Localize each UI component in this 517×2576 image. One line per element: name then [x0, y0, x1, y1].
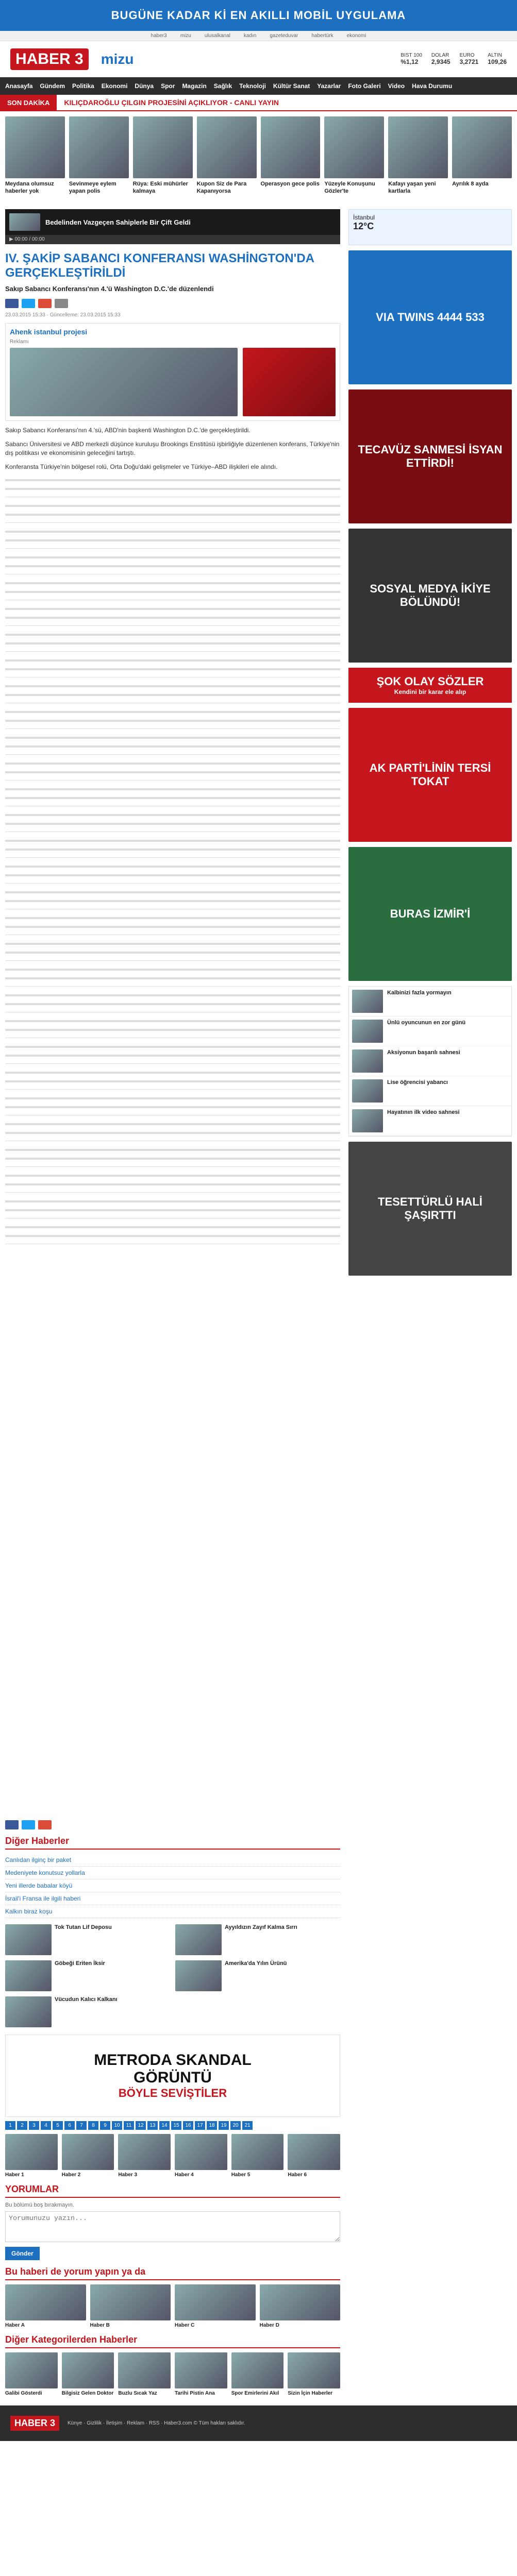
content-layout	[0, 204, 517, 2405]
gallery-image	[231, 2134, 284, 2170]
gallery-card[interactable]: Haber 6	[288, 2134, 340, 2178]
category-image	[5, 2352, 58, 2388]
headline-image	[133, 116, 193, 178]
news-image	[5, 1960, 52, 1991]
weather-widget[interactable]	[348, 209, 512, 245]
main-nav	[0, 77, 517, 95]
nav-item[interactable]: Dünya	[135, 82, 154, 90]
gallery-image	[288, 2134, 340, 2170]
ticker-dolar: DOLAR 2,9345	[431, 53, 451, 65]
banner-text: BUGÜNE KADAR Kİ EN AKILLI MOBİL UYGULAMA	[111, 9, 406, 22]
ad-body	[10, 348, 336, 416]
nav-item[interactable]: Hava Durumu	[412, 82, 453, 90]
pager-item[interactable]: 12	[136, 2121, 146, 2130]
video-play-bar[interactable]: ▶ 00:00 / 00:00	[5, 235, 340, 244]
sidebar-news-image	[352, 1109, 383, 1132]
more-title: Bu haberi de yorum yapın ya da	[5, 2266, 340, 2280]
headline-card[interactable]: Kafayı yaşan yeni kartlarla	[388, 116, 448, 199]
sidebar-ad[interactable]: SOSYAL MEDYA İKİYE BÖLÜNDÜ!	[348, 529, 512, 663]
related-title: Diğer Haberler	[5, 1836, 340, 1850]
related-item[interactable]: Yeni illerde babalar köyü	[5, 1879, 340, 1892]
partner-link[interactable]: kadın	[243, 33, 257, 39]
pager-item[interactable]: 4	[41, 2121, 51, 2130]
text-block	[5, 1224, 340, 1244]
category-card[interactable]: Tarihi Pistin Ana	[175, 2352, 227, 2396]
more-card[interactable]: Haber D	[260, 2284, 341, 2328]
partner-link[interactable]: ekonomi	[346, 33, 366, 39]
news-image	[5, 1996, 52, 2027]
text-block	[5, 966, 340, 987]
facebook-share-icon[interactable]	[5, 299, 19, 308]
gallery-pager	[5, 2121, 340, 2130]
video-title: Bedelinden Vazgeçen Sahiplerle Bir Çift Geldi	[45, 218, 191, 226]
more-card[interactable]: Haber B	[90, 2284, 171, 2328]
nav-item[interactable]: Teknoloji	[239, 82, 266, 90]
partner-link[interactable]: mizu	[180, 33, 191, 39]
pager-item[interactable]: 20	[230, 2121, 241, 2130]
nav-item[interactable]: Anasayfa	[5, 82, 33, 90]
pager-item[interactable]: 19	[219, 2121, 229, 2130]
news-image	[175, 1924, 222, 1955]
category-image	[118, 2352, 171, 2388]
gallery-image	[175, 2134, 227, 2170]
news-card[interactable]: Göbeği Eriten İksir	[5, 1960, 170, 1991]
pager-item[interactable]: 9	[100, 2121, 110, 2130]
category-card[interactable]: Buzlu Sıcak Yaz	[118, 2352, 171, 2396]
related-item[interactable]: Kalkın biraz koşu	[5, 1905, 340, 1918]
related-item[interactable]: İsrail'i Fransa ile ilgili haberi	[5, 1892, 340, 1905]
weather-city: İstanbul	[353, 214, 375, 221]
pager-item[interactable]: 6	[64, 2121, 75, 2130]
pager-item[interactable]: 16	[183, 2121, 193, 2130]
news-card[interactable]: Vücudun Kalıcı Kalkanı	[5, 1996, 170, 2027]
twitter-share-icon[interactable]	[22, 1820, 35, 1829]
top-banner[interactable]	[0, 0, 517, 31]
headline-card[interactable]: Sevinmeye eylem yapan polis	[69, 116, 129, 199]
more-image	[260, 2284, 341, 2320]
pager-item[interactable]: 7	[76, 2121, 87, 2130]
sidebar-news-item[interactable]: Kalbinizi fazla yormayın	[349, 987, 511, 1016]
weather-temp: 12°C	[353, 221, 374, 231]
text-block	[5, 1198, 340, 1218]
sidebar-promo[interactable]: ŞOK OLAY SÖZLER Kendini bir karar ele alıp	[348, 668, 512, 703]
pager-item[interactable]: 15	[171, 2121, 181, 2130]
comment-input[interactable]	[5, 2211, 340, 2242]
footer-logo[interactable]: HABER 3	[10, 2416, 59, 2431]
headline-card[interactable]: Meydana olumsuz haberler yok	[5, 116, 65, 199]
gallery-card[interactable]: Haber 3	[118, 2134, 171, 2178]
partner-links	[0, 31, 517, 41]
text-block	[5, 528, 340, 549]
text-block	[5, 914, 340, 935]
inline-ad[interactable]	[5, 323, 340, 421]
article-title: IV. ŞAKİP SABANCI KONFERANSI WASHİNGTON'DA GERÇEKLEŞTİRİLDİ	[5, 251, 314, 280]
ticker-altin: ALTIN 109,26	[488, 53, 507, 65]
pager-item[interactable]: 2	[17, 2121, 27, 2130]
share-buttons	[5, 299, 340, 308]
nav-item[interactable]: Spor	[161, 82, 175, 90]
headline-image	[197, 116, 257, 178]
site-footer	[0, 2405, 517, 2441]
more-card[interactable]: Haber A	[5, 2284, 86, 2328]
nav-item[interactable]: Ekonomi	[101, 82, 128, 90]
video-thumbnail	[9, 213, 40, 231]
related-item[interactable]: Medeniyete konutsuz yollarla	[5, 1867, 340, 1879]
text-block	[5, 1095, 340, 1115]
sidebar-news-item[interactable]: Ünlü oyuncunun en zor günü	[349, 1016, 511, 1046]
partner-link[interactable]: gazeteduvar	[270, 33, 298, 39]
text-block	[5, 786, 340, 806]
category-image	[288, 2352, 340, 2388]
email-share-icon[interactable]	[55, 299, 68, 308]
news-image	[5, 1924, 52, 1955]
more-image	[90, 2284, 171, 2320]
sidebar-ad[interactable]: TECAVÜZ SANMESİ İSYAN ETTİRDİ!	[348, 389, 512, 523]
category-card[interactable]: Spor Emirlerini Akıl	[231, 2352, 284, 2396]
article-paragraph: Sabancı Üniversitesi ve ABD merkezli düşünce kuruluşu Brookings Enstitüsü işbirliğiyle düzenlenen konferans, Türkiye'nin dış politikası ve ekonomisinin geleceğini tartıştı.	[5, 440, 340, 456]
text-block	[5, 605, 340, 626]
text-block	[5, 760, 340, 781]
category-image	[231, 2352, 284, 2388]
text-block	[5, 889, 340, 909]
ad-image	[243, 348, 336, 416]
pager-item[interactable]: 14	[159, 2121, 170, 2130]
headline-card[interactable]: Yüzeyle Konuşunu Gözler'te	[324, 116, 384, 199]
pager-item[interactable]: 13	[147, 2121, 158, 2130]
video-player-header[interactable]	[5, 209, 340, 235]
headline-card[interactable]: Kupon Siz de Para Kapanıyorsa	[197, 116, 257, 199]
more-news	[5, 2284, 340, 2328]
comment-send-button[interactable]: Gönder	[5, 2247, 40, 2260]
text-block	[5, 477, 340, 497]
ad-title: Ahenk istanbul projesi	[10, 328, 88, 336]
article-date: 23.03.2015 15:33 · Güncelleme: 23.03.2015 15:33	[5, 312, 121, 318]
text-block	[5, 1043, 340, 1064]
text-block	[5, 992, 340, 1012]
gallery-card[interactable]: Haber 1	[5, 2134, 58, 2178]
breaking-news-bar[interactable]	[0, 95, 517, 111]
news-image	[175, 1960, 222, 1991]
article-paragraph: Sakıp Sabancı Konferansı'nın 4.'sü, ABD'nin başkenti Washington D.C.'de gerçekleştirildi.	[5, 427, 251, 434]
pager-item[interactable]: 11	[124, 2121, 134, 2130]
headline-image	[324, 116, 384, 178]
sidebar-news-image	[352, 1079, 383, 1103]
text-block	[5, 1121, 340, 1141]
sidebar-news-image	[352, 1049, 383, 1073]
nav-item[interactable]: Politika	[72, 82, 94, 90]
google-plus-share-icon[interactable]	[38, 1820, 52, 1829]
text-block	[5, 1146, 340, 1167]
headline-card[interactable]: Operasyon gece polis	[261, 116, 321, 199]
comments-subtitle: Bu bölümü boş bırakmayın.	[5, 2202, 74, 2208]
text-block	[5, 1069, 340, 1090]
gallery-image	[5, 2134, 58, 2170]
partner-link[interactable]: haber3	[151, 33, 167, 39]
headline-image	[452, 116, 512, 178]
headline-card[interactable]: Ayrılık 8 ayda	[452, 116, 512, 199]
site-header	[0, 41, 517, 77]
news-card[interactable]: Ayyıldızın Zayıf Kalma Sırrı	[175, 1924, 340, 1955]
more-image	[175, 2284, 256, 2320]
headline-image	[69, 116, 129, 178]
related-list	[5, 1854, 340, 1918]
share-buttons-bottom	[5, 1820, 340, 1829]
text-block	[5, 734, 340, 755]
text-block	[5, 1018, 340, 1038]
category-card[interactable]: Bilgisiz Gelen Doktor	[62, 2352, 114, 2396]
mizu-logo[interactable]: mizu	[101, 50, 134, 67]
sidebar-news-item[interactable]: Hayatının ilk video sahnesi	[349, 1106, 511, 1136]
footer-links[interactable]: Künye · Gizlilik · İletişim · Reklam · RSS · Haber3.com © Tüm hakları saklıdır.	[68, 2420, 245, 2426]
headline-image	[261, 116, 321, 178]
sidebar-news-list	[348, 986, 512, 1137]
market-tickers	[401, 53, 507, 65]
google-plus-share-icon[interactable]	[38, 299, 52, 308]
headline-strip	[0, 111, 517, 204]
pager-item[interactable]: 17	[195, 2121, 205, 2130]
gallery-image	[62, 2134, 114, 2170]
sidebar-news-image	[352, 990, 383, 1013]
gallery-card[interactable]: Haber 2	[62, 2134, 114, 2178]
text-block	[5, 502, 340, 523]
text-block	[5, 554, 340, 574]
gallery-card[interactable]: Haber 4	[175, 2134, 227, 2178]
sidebar	[348, 209, 512, 2400]
sidebar-news-image	[352, 1020, 383, 1043]
article-paragraph: Konferansta Türkiye'nin bölgesel rolü, Orta Doğu'daki gelişmeler ve Türkiye–ABD ilişkileri ele alındı.	[5, 463, 278, 470]
text-block	[5, 580, 340, 600]
pager-item[interactable]: 21	[242, 2121, 253, 2130]
partner-link[interactable]: ulusalkanal	[204, 33, 230, 39]
nav-item[interactable]: Yazarlar	[317, 82, 341, 90]
text-block	[5, 708, 340, 729]
pager-item[interactable]: 8	[88, 2121, 98, 2130]
nav-item[interactable]: Sağlık	[213, 82, 232, 90]
sidebar-ad[interactable]: BURAS İZMİR'İ	[348, 847, 512, 981]
sidebar-news-item[interactable]: Lise öğrencisi yabancı	[349, 1076, 511, 1106]
headline-image	[5, 116, 65, 178]
categories-title: Diğer Kategorilerden Haberler	[5, 2334, 340, 2348]
breaking-label: SON DAKİKA	[0, 95, 57, 111]
more-image	[5, 2284, 86, 2320]
gallery-thumbnails	[5, 2134, 340, 2178]
nav-item[interactable]: Video	[388, 82, 405, 90]
text-block	[5, 837, 340, 858]
article-lead: Sakıp Sabancı Konferansı'nın 4.'ü Washington D.C.'de düzenlendi	[5, 285, 214, 293]
headline-card[interactable]: Rüya: Eski mühürler kalmaya	[133, 116, 193, 199]
text-block	[5, 863, 340, 884]
pager-item[interactable]: 5	[53, 2121, 63, 2130]
category-card[interactable]: Sizin İçin Haberler	[288, 2352, 340, 2396]
gallery-image	[118, 2134, 171, 2170]
ad-subtitle: Reklamı	[10, 339, 29, 345]
facebook-share-icon[interactable]	[5, 1820, 19, 1829]
text-block	[5, 1172, 340, 1193]
main-column	[5, 209, 340, 2400]
sidebar-ad[interactable]: VIA TWINS 4444 533	[348, 250, 512, 384]
nav-item[interactable]: Foto Galeri	[348, 82, 381, 90]
site-logo[interactable]: HABER 3	[10, 48, 89, 70]
text-block	[5, 631, 340, 652]
nav-item[interactable]: Kültür Sanat	[273, 82, 310, 90]
metro-promo[interactable]: METRODA SKANDAL GÖRÜNTÜ BÖYLE SEVİŞTİLER	[5, 2035, 340, 2117]
comments-title: YORUMLAR	[5, 2184, 340, 2198]
pager-item[interactable]: 1	[5, 2121, 15, 2130]
headline-image	[388, 116, 448, 178]
text-block	[5, 683, 340, 703]
twitter-share-icon[interactable]	[22, 299, 35, 308]
news-grid	[5, 1924, 340, 2027]
sidebar-ad[interactable]: AK PARTİ'LİNİN TERSİ TOKAT	[348, 708, 512, 842]
text-block	[5, 811, 340, 832]
pager-item[interactable]: 18	[207, 2121, 217, 2130]
text-block	[5, 940, 340, 961]
category-image	[175, 2352, 227, 2388]
article-body-text	[5, 477, 340, 1816]
nav-item[interactable]: Magazin	[182, 82, 207, 90]
partner-link[interactable]: habertürk	[311, 33, 333, 39]
more-card[interactable]: Haber C	[175, 2284, 256, 2328]
ticker-bist: BIST 100 %1,12	[401, 53, 422, 65]
category-image	[62, 2352, 114, 2388]
gallery-card[interactable]: Haber 5	[231, 2134, 284, 2178]
pager-item[interactable]: 10	[112, 2121, 122, 2130]
breaking-text[interactable]: KILIÇDAROĞLU ÇILGIN PROJESİNİ AÇIKLIYOR - CANLI YAYIN	[64, 98, 279, 107]
pager-item[interactable]: 3	[29, 2121, 39, 2130]
news-card[interactable]: Amerika'da Yılın Ürünü	[175, 1960, 340, 1991]
text-block	[5, 657, 340, 677]
ad-image	[10, 348, 238, 416]
sidebar-news-item[interactable]: Aksiyonun başarılı sahnesi	[349, 1046, 511, 1076]
category-news	[5, 2352, 340, 2396]
category-card[interactable]: Galibi Gösterdi	[5, 2352, 58, 2396]
news-card[interactable]: Tok Tutan Lif Deposu	[5, 1924, 170, 1955]
nav-item[interactable]: Gündem	[40, 82, 65, 90]
sidebar-ad[interactable]: TESETTÜRLÜ HALİ ŞAŞIRTTI	[348, 1142, 512, 1276]
ticker-euro: EURO 3,2721	[459, 53, 479, 65]
related-item[interactable]: Canlıdan ilginç bir paket	[5, 1854, 340, 1867]
